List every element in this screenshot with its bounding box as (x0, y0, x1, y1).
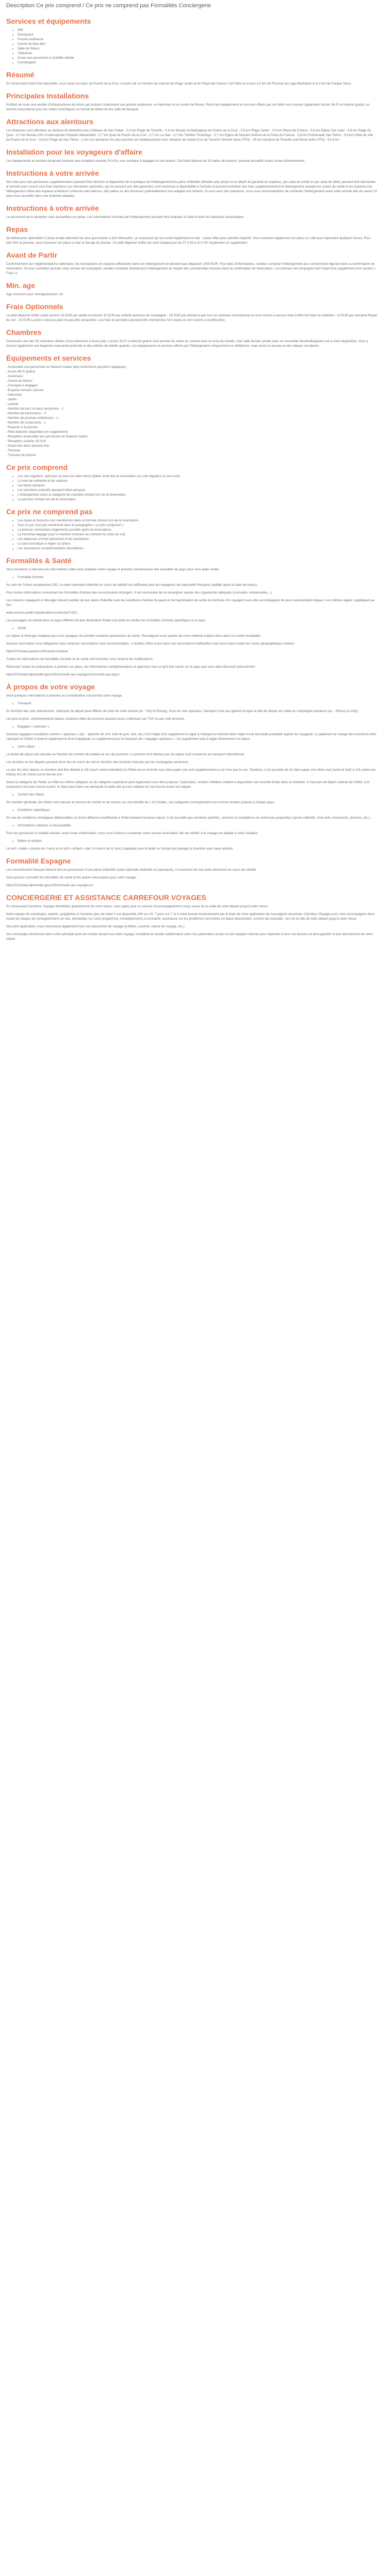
price-includes-list (6, 474, 391, 502)
list-item: • Bébés et enfants (18, 839, 391, 843)
before-leaving-text: Conformément aux réglementations nationales, les transactions en espèces effectuées dans cet hébergement ne peuvent pas dépasser 1000 EUR. Pour plus d'informations, veuillez contacter l'hébergement aux coordonnées figurant dans la confirmation de réservation. Si vous souhaitez annuler votre arrivée de compagnie, veuillez contacter directement l'hébergement au moyen des coordonnées fournies dans la confirmation de réservation. Les animaux de compagnie font l'objet d'un supplément (voir section « Frais »). (6, 262, 376, 275)
price-includes-title: Ce prix comprend (6, 463, 68, 471)
rooms-text: Choisissez une des 92 chambres dotées d'une télévision à écran plat. L'accès Wi-Fi à Internet gratuit vous permet de rester en contact avec le reste du monde. Une salle de bain privée avec un ensemble douche/baignoire est à votre disposition. Vous y trouvez également une baignoire-massante profonde et des articles de toilette gratuits. Les équipements et services offerts par l'hébergement comprennent un téléphone, mais aussi un bureau et des rideaux occultants. (6, 340, 368, 348)
installations-title: Principales Installations (6, 92, 89, 100)
equipment-title: Équipements et services (6, 354, 91, 362)
list-item: • Santé (18, 626, 391, 631)
arrival-instructions-text: Des frais pour des personnes supplémentaires peuvent être facturés et dépendent de la politique de l'hébergementUne pièce d'identité officielle avec photo et un dépôt de garantie en espèces, par carte de crédit ou par carte de débit, peuvent être demandés à l'arrivée pour couvrir tous frais imprévus.Les demandes spéciales, qui ne peuvent pas être garanties, sont soumises à disponibilité à l'arrivée et peuvent entraîner des frais supplémentairesCet hébergement accepte les cartes de crédit et les espèces.Cet hébergement utilise des espaces extérieurs communs des balcons, des patios ou des terrasses potentiellement non adaptés aux enfants. Si vous avez des questions, nous vous recommandons de contacter l'hébergement avant votre arrivée afin de savoir s'il peut vous accueillir dans une chambre adaptée. (6, 180, 377, 198)
list-item: • Conciergerie (18, 60, 391, 65)
health-text: Retrouvez toutes les précautions à prendre sur place, les informations complémentaires et apprenez tout ce qu'il faut savoir sur le pays que vous allez découvrir précisément : (6, 665, 257, 669)
about-trip-text: La durée de séjour est calculée en fonction du nombre de nuitées et non de journées. Le premier et le dernier jour du séjour sont consacrés au transport international. (6, 753, 245, 756)
list-item: • Les transferts collectifs aéroport-hôtel-aéroport. (18, 488, 391, 493)
before-leaving-title: Avant de Partir (6, 251, 58, 259)
price-excludes-title: Ce prix ne comprend pas (6, 507, 93, 516)
about-trip-text: Le jour de votre départ, la chambre doit être libérée à 12h (sauf contre-indication) et l'hôtel est en droit de vous faire payer une nuit supplémentaire si ce n'est pas le cas. Toutefois, il est possible de les faire payer une 2ème nuit (selon le tarif) à 12h (selon les hôtels) lors du check-out le dernier jour. (6, 768, 376, 776)
list-item: • Les vols réguliers, spéciaux ou low-cost aller-retour (billets émis dès la réservation sur vols réguliers ou low-cost). (18, 474, 391, 479)
list-item: • Centre de bien-être (18, 42, 391, 46)
optional-fees-title: Frais Optionnels (6, 302, 63, 311)
health-link[interactable]: http/XXXXwww.diplomatie.gouv.fr/fr/conseils-aux-voyageurs/conseils-par-pays/ (6, 673, 120, 676)
list-item: - Nombre de bars/salons - 3 (6, 411, 391, 416)
about-trip-text: Les prix et préci. acheminements depuis certaines villes de province peuvent aussi s'effectuer par TGV ou par voie terrestre. (6, 717, 185, 721)
health-text: Un séjour à l'étranger implique pour tout voyageur de prendre certaines précautions de santé. Renseignez-vous auprès de votre médecin traitant et/ou dans un centre hospitalier. (6, 634, 262, 638)
about-trip-text: En fonction des vols sélectionnés, l'aéroport de départ peut différer de celui de votre arrivée (ex : Orly et Roissy). Pour les vols spéciaux, l'aéroport n'est pas garanti lorsque la ville de départ est reliée en compagnie plusieurs (ex. : Roissy ou Orly). (6, 709, 359, 713)
list-item: - Nombre de piscines extérieures - 1 (6, 416, 391, 420)
list-item: • Informations relatives à l'accessibilité (18, 823, 391, 828)
children-bullet-list (6, 839, 391, 843)
services-title: Services et équipements (6, 17, 91, 25)
list-item: • Votre séjour (18, 744, 391, 749)
formalities-link[interactable]: www.service-public.fr/particuliers/vosdroits/F1922 (6, 611, 77, 615)
list-item: - Nombre de bars ou lieux de piscine - 1 (6, 406, 391, 411)
spain-formality-text: Les ressortissants français doivent être en possession d'une pièce d'identité (carte nationale d'identité ou passeport), à l'exclusion de tout autre document en cours de validité. (6, 868, 257, 872)
meals-title: Repas (6, 225, 28, 233)
list-item: • Accès aux personnes à mobilité réduite (18, 56, 391, 60)
business-title: Installation pour les voyageurs d'affaire (6, 148, 142, 156)
min-age-text: Age minimum pour l'enregistrement: 18 (6, 293, 63, 296)
about-trip-text: Les arrivées ou les départs peuvent avoir lieu en cours de nuit en fonction des horaires imposés par les compagnies aériennes. (6, 760, 189, 764)
list-item: - Laverie (6, 402, 391, 406)
concierge-title: CONCIERGERIE ET ASSISTANCE CARREFOUR VOYAGES (6, 893, 206, 902)
health-text: Toutes les informations de formalités d'entrée et de santé sont données sous réserve de modifications. (6, 657, 154, 661)
concierge-text: Vos concierges deviennent alors votre principal point de contact durant tout votre voyage, travaillant en étroite collaboration avec nos partenaires locaux et nos équipes internes pour répondre à tous vos besoins et ainsi garantir le bon déroulement de votre séjour. (6, 933, 373, 941)
arrival-instructions-title: Instructions à votre arrivée (6, 169, 99, 177)
about-trip-text: Le tarif « bébé » (moins de 2 ans) ou le tarif « enfant » (de 2 à moins de 12 ans) s'applique pour le bébé ou l'enfant qui partage la chambre avec deux adultes. (6, 847, 234, 851)
about-trip-text: Certains bagages considérés comme « spéciaux » (ex. : planche de surf, club de golf, vélo, etc.) font l'objet d'un supplément à régler à l'aéroport et doivent faire l'objet d'une demande préalable auprès du voyagiste. Le paiement se charge des transferts entre l'aéroport et l'hôtel si réserve également le droit d'appliquer un supplément pour le transport de « bagages spéciaux ». Ce supplément sera à régler directement sur place. (6, 733, 377, 741)
list-item: • Les assurances complémentaires facultatives. (18, 546, 391, 551)
list-item: • Conditions spécifiques (18, 808, 391, 812)
health-link[interactable]: http/XXXXwww.pasteur.fr/fr/centre-medical (6, 650, 68, 653)
attractions-title: Attractions aux alentours (6, 117, 93, 126)
business-text: Les équipements et services proposés incluent une réception ouverte 24 h/24, une consigne à bagages et une laverie. Cet hôtel dispose de 10 salles de réunion, pouvant accueillir toutes sortes d'événements. (6, 159, 305, 163)
list-item: - Réception accessible aux personnes en fauteuil roulant (6, 434, 391, 439)
about-trip-text: En cas de conditions climatiques défavorables ou d'une affluence insuffisante à l'hôtel pendant la basse saison, il est possible que certaines activités, services et installations ne soient pas proposées (sports collectifs, mini-club, restaurants, piscines, etc.). (6, 816, 371, 820)
spain-formality-title: Formalité Espagne (6, 857, 71, 865)
rooms-title: Chambres (6, 328, 42, 336)
formalities-text: Les mineurs voyageant à l'étranger doivent justifier de leur pièce d'identité (voir les conditions d'entrée du pays) et de l'autorisation de sortie du territoire s'ils voyagent sans être accompagnés de leurs représentants légaux. Les mêmes règles s'appliquent au lien: (6, 599, 375, 607)
formalities-title: Formalités & Santé (6, 556, 72, 565)
concierge-text: En choisissant Carrefour Voyages bénéficiez gratuitement de votre séjour, vous optez pour un service d'accompagnement conçu avant de la veille de votre départ jusqu'à votre retour. (6, 905, 269, 908)
health-bullet-list (6, 626, 391, 631)
resume-text: En choisissant Hotel Don Manuelito, vous serez au cœur de Puerto de la Cruz, à moins de 10 minutes de marche de Plage Jardin et de Playa del Charco. Cet hôtel se trouve à 2 km de Piscinas du Lago Martiánez et à 2 km de Parque Taoro. (6, 82, 352, 86)
list-item: • Wifi (18, 28, 391, 32)
list-item: • La taxe de solidarité et de carbone. (18, 479, 391, 483)
list-item: • Piscine extérieure (18, 37, 391, 42)
list-item: - Snack-bar et/ou épicerie fine (6, 444, 391, 448)
list-item: • La pension choisie lors de la réservation. (18, 497, 391, 502)
spain-formality-link[interactable]: http/XXXXwww.diplomatie.gouv.fr/fr/conseils-aux-voyageurs/ (6, 884, 93, 887)
list-item: • Les dépenses d'ordre personnel et les pourboires. (18, 537, 391, 541)
list-item: - Accès Wi-Fi gratuit (6, 369, 391, 374)
list-item: - Espaces fumeurs prévus (6, 388, 391, 393)
list-item: - Ascenseur (6, 374, 391, 379)
optional-fees-text: Le petit déjeuner buffet coûte environ 16 EUR par adulte et environ 10 EUR par enfantL'animaux de compagnie : 15 EUR par animal et par nuit Les animaux d'assistance ne sont soumis à aucuns frais.Coffre-fort dans la chambre : 15 EUR par semaine Repas du soir : 20 EUR La liste ci-dessus peut ne pas être exhaustive. Les frais et acomptes peuvent être mentionnés hors taxes et sont soumis à modification. (6, 314, 378, 322)
list-item: • L'hébergement selon la catégorie de chambre choisie lors de la réservation. (18, 493, 391, 497)
list-item: • La taxe touristique à régler sur place. (18, 541, 391, 546)
about-trip-text: De manière générale, les hôtels sont classés en termes de confort et de service sur une échelle de 1 à 5 étoiles, ces catégories correspondent aux normes locales propres à chaque pays. (6, 801, 275, 804)
comfort-bullet-list (6, 792, 391, 797)
list-item: - Jardin (6, 397, 391, 402)
list-item: - Nombre de restaurants - 1 (6, 420, 391, 425)
list-item: • Les repas et boissons non mentionnés dans la formule choisie lors de la réservation. (18, 518, 391, 523)
formalities-text: Vous trouverez ci-dessous les informations utiles pour préparer votre voyage et prendre connaissance des actualités du pays pour vous aider visiter. (6, 568, 220, 571)
list-item: • Restaurant (18, 32, 391, 37)
attractions-text: Les distances sont affichées au dixième de kilomètre près.Château de San Felipe - 0,4 km Plage de Tenerife - 0,4 km Musée Archéologique de Puerto de la Cruz - 0,5 km Plage Jardin - 0,5 km Plaza del Charco - 0,6 km Église San Juan - 0,6 km Plage du Quai - 0,7 km Musée d'Art Contemporain Eduardo Westerdahl - 0,7 km Quai de Puerto de la Cruz - 0,7 km La Nao - 0,7 km Théâtre Timanfaya - 0,7 km Église de Nuestra Señora de la Peña de Francia - 0,8 km Promenade San Telmo - 0,8 km Hôtel de ville de Puerto de la Cruz - 0,8 km Plage de San Telmo - 1 km Les aéroports les plus proches de l'établissement sont: Aéroport de Santa Cruz de Tenerife Tenerife Nord (TFN) - 28 km Aéroport de Tenerife sud Reina Sofia (TFS) - 91,9 km (6, 129, 373, 142)
about-trip-title: À propos de votre voyage (6, 683, 95, 691)
list-item: • Tout ce qui n'est pas mentionné dans le paragraphe « Le prix comprend ». (18, 523, 391, 528)
equipment-list (6, 365, 391, 457)
min-age-title: Min. age (6, 281, 36, 290)
arrival-instructions-2-text: Le personnel de la réception vous accueillera sur place. Les informations fournies par l'hébergement peuvent être traduites à l'aide d'outils de traduction automatique. (6, 215, 245, 219)
list-item: • Formalité d'entrée (18, 575, 391, 580)
health-text: Aucune vaccination n'est obligatoire mais certaines vaccinations sont recommandées ; n'oubliez d'être à jour dans vos vaccinations habituelles mais aussi dans toutes les zones géographiques visitées. (6, 642, 295, 646)
list-item: - Hammam (6, 393, 391, 397)
price-excludes-list (6, 518, 391, 551)
list-item: - Petit déjeuner disponible (en supplément) (6, 430, 391, 434)
list-item: • La boisson contractant (règlement) possible après la réservation). (18, 528, 391, 532)
list-item: • Transport (18, 701, 391, 706)
arrival-instructions-2-title: Instructions à votre arrivée (6, 204, 99, 212)
resume-title: Résumé (6, 71, 35, 79)
baggage-bullet-list (6, 724, 391, 729)
stay-bullet-list (6, 744, 391, 749)
formalities-bullet-list (6, 575, 391, 580)
formalities-text: Au sein de l'Union européenne (UE), la carte nationale d'identité en cours de validité est suffisante pour les voyageurs de nationalité française (validité après la date de retour). (6, 583, 258, 587)
list-item: • Salle de fitness (18, 46, 391, 51)
services-list (6, 28, 391, 65)
transport-bullet-list (6, 701, 391, 706)
list-item: • Confort des hôtels (18, 792, 391, 797)
list-item: • Bagages « spéciaux » (18, 724, 391, 729)
list-item: • Télévision (18, 51, 391, 56)
breadcrumb: Description Ce prix comprend / Ce prix ne comprend pas Formalités Conciergerie (6, 3, 211, 9)
spain-formality-text: Vous pouvez consulter les formalités de santé et les autres nécessaires pour votre voyage : (6, 876, 138, 879)
formalities-text: Pour toutes informations concernant les formalités d'entrée des ressortissants étrangers, il est nécessaire de se renseigner auprès des organismes adéquats (consulats, ambassades...). (6, 591, 273, 595)
list-item: - Accessible aux personnes en fauteuil roulant (des restrictions peuvent s'appliquer) (6, 365, 391, 369)
accessibility-bullet-list (6, 823, 391, 828)
concierge-text: Notre équipe de concierges, experts, polyglottes et humaine (peu de robot !) est disponible 24h sur 24, 7 jours sur 7 et à votre écoute exclusivement par le biais de notre application de messagerie sécurisée. Carrefour Voyages pour vous accompagner dans toutes les étapes de l'enregistrement de vols, demandes sur votre programme, renseignements à connaître, assistance sur les problèmes rencontrés en place directement, comme par exemple : lors de la ville de votre départ jusqu'à votre retour. (6, 912, 375, 921)
about-trip-text: Selon la catégorie de l'hôtel, un hôtel en même catégorie ou de catégorie supérieure peut également vous être proposé. Cependant, certains hôteliers mettent à disposition une assiette froide dans la chambre. Il n'est pas de départ matinal de l'hôtel, si le restaurant n'est pas encore ouvert, le client peut faire une demande la veille afin qu'une collation lui soit fournie avant son départ. (6, 781, 370, 789)
formalities-text: Les passagers en transit dans un pays différent de leur destination finale sont priés de vérifier les formalités d'entrée spécifiques à ce pays. (6, 619, 206, 622)
list-item: - Transats de piscine (6, 453, 391, 457)
list-item: • La franchise bagage (sauf si mention contraire au moment du choix du vol). (18, 532, 391, 537)
about-trip-text: Pour les personnes à mobilité réduite, avant toute confirmation, nous vous invitons à contacter notre service réservation afin de vérifier si le voyage est adapté à votre situation. (6, 832, 258, 835)
concierge-text: Via votre application, vous retrouverez également tous vos documents de voyage (e-billets, voucher, carnet de voyage, etc.). (6, 925, 186, 928)
list-item: • Les taxes aéroport. (18, 483, 391, 488)
conditions-bullet-list (6, 808, 391, 812)
list-item: - Parasols à la piscine (6, 425, 391, 430)
list-item: - Terrasse (6, 448, 391, 453)
list-item: - Centre de fitness (6, 379, 391, 383)
meals-text: De délicieuses spécialités Cuisine locale attendent les plus gourmands à Don Manuelito, un restaurant qui est ouvert également en bar ; saluer billet pour prendre l'apéritif. Vous trouverez également sur place un café pour reprendre quelques forces. Pour bien finir la journée, vous trouverez sur place un bar et lounge de piscine. Un petit déjeuner buffet est servi chaque jour de 07 h 30 à 10 h 00 moyennant un supplément. (6, 236, 371, 245)
about-trip-text: Voici quelques informations à prendre en considération concernant votre voyage. (6, 694, 123, 698)
installations-text: Profitez de toute une variété d'infrastructures de loisirs qui incluent notamment une piscine extérieure, un hammam et un centre de fitness. Parmi les équipements et services offerts par cet hôtel vous trouvez également l'accès Wi-Fi et Internet gratuit, un service d'assistance pour les visites touristiques ou l'achat de billets et une salle de banquet. (6, 103, 370, 111)
list-item: - Consigne à bagages (6, 383, 391, 388)
list-item: - Réception ouverte 24 h/24 (6, 439, 391, 444)
